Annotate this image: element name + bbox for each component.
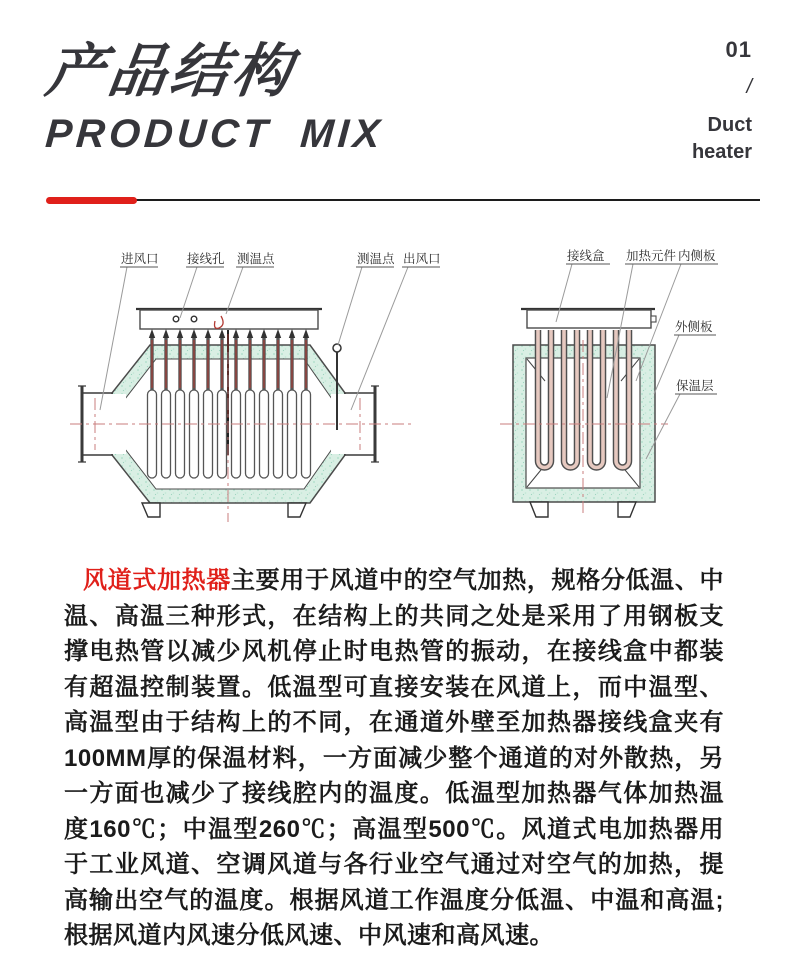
terminal-box bbox=[136, 309, 322, 329]
label-air-outlet: 出风口 bbox=[403, 252, 441, 266]
description-lead-term: 风道式加热器 bbox=[83, 567, 231, 594]
diagram-duct-heater-cross-section bbox=[485, 248, 770, 538]
left-foot bbox=[530, 502, 548, 517]
junction-box bbox=[521, 309, 656, 328]
label-temp-point-left: 测温点 bbox=[237, 252, 275, 266]
slash-separator: / bbox=[746, 76, 752, 98]
section-tag bbox=[632, 112, 752, 166]
section-tag-line2: heater bbox=[691, 141, 752, 163]
left-foot bbox=[142, 503, 160, 517]
right-foot bbox=[618, 502, 636, 517]
page-title: 产品结构 bbox=[42, 39, 300, 104]
section-index-block bbox=[632, 38, 752, 166]
junction-box-terminal-nub bbox=[651, 316, 656, 322]
section-number: 01 bbox=[725, 37, 752, 62]
description-body-text: 主要用于风道中的空气加热，规格分低温、中温、高温三种形式，在结构上的共同之处是采用了用钢板支撑电热管以减少风机停止时电热管的振动，在接线盒中都装有超温控制装置。低温型可直接安装在风道上，而中温型、高温型由于结构上的不同，在通道外壁至加热器接线盒夹有100MM厚的保温材料，一方面减少整个通道的对外散热，另一方面也减少了接线腔内的温度。低温型加热器气体加热温度160℃；中温型260℃；高温型500℃。风道式电加热器用于工业风道、空调风道与各行业空气通过对空气的加热，提高输出空气的温度。根据风道工作温度分低温、中温和高温;根据风道内风速分低风速、中风速和高风速。 bbox=[64, 567, 725, 949]
label-temp-point-right: 测温点 bbox=[357, 252, 395, 266]
wiring-hole-2 bbox=[191, 316, 197, 322]
label-air-inlet: 进风口 bbox=[121, 252, 159, 266]
label-inner-plate: 内侧板 bbox=[678, 249, 716, 263]
label-junction-box: 接线盒 bbox=[567, 249, 605, 263]
label-outer-plate: 外侧板 bbox=[675, 320, 713, 334]
wiring-hole-1 bbox=[173, 316, 179, 322]
description-paragraph bbox=[64, 563, 724, 954]
right-foot bbox=[288, 503, 306, 517]
divider-accent-pill bbox=[46, 197, 137, 204]
section-tag-line1: Duct bbox=[707, 114, 752, 136]
divider-rule bbox=[48, 199, 760, 201]
diagram-duct-heater-horizontal bbox=[60, 248, 460, 538]
page-subtitle-en: PRODUCT MIX bbox=[44, 112, 386, 156]
label-wiring-hole: 接线孔 bbox=[187, 252, 225, 266]
label-insulation-layer: 保温层 bbox=[676, 379, 714, 393]
label-heating-element: 加热元件 bbox=[626, 249, 677, 263]
